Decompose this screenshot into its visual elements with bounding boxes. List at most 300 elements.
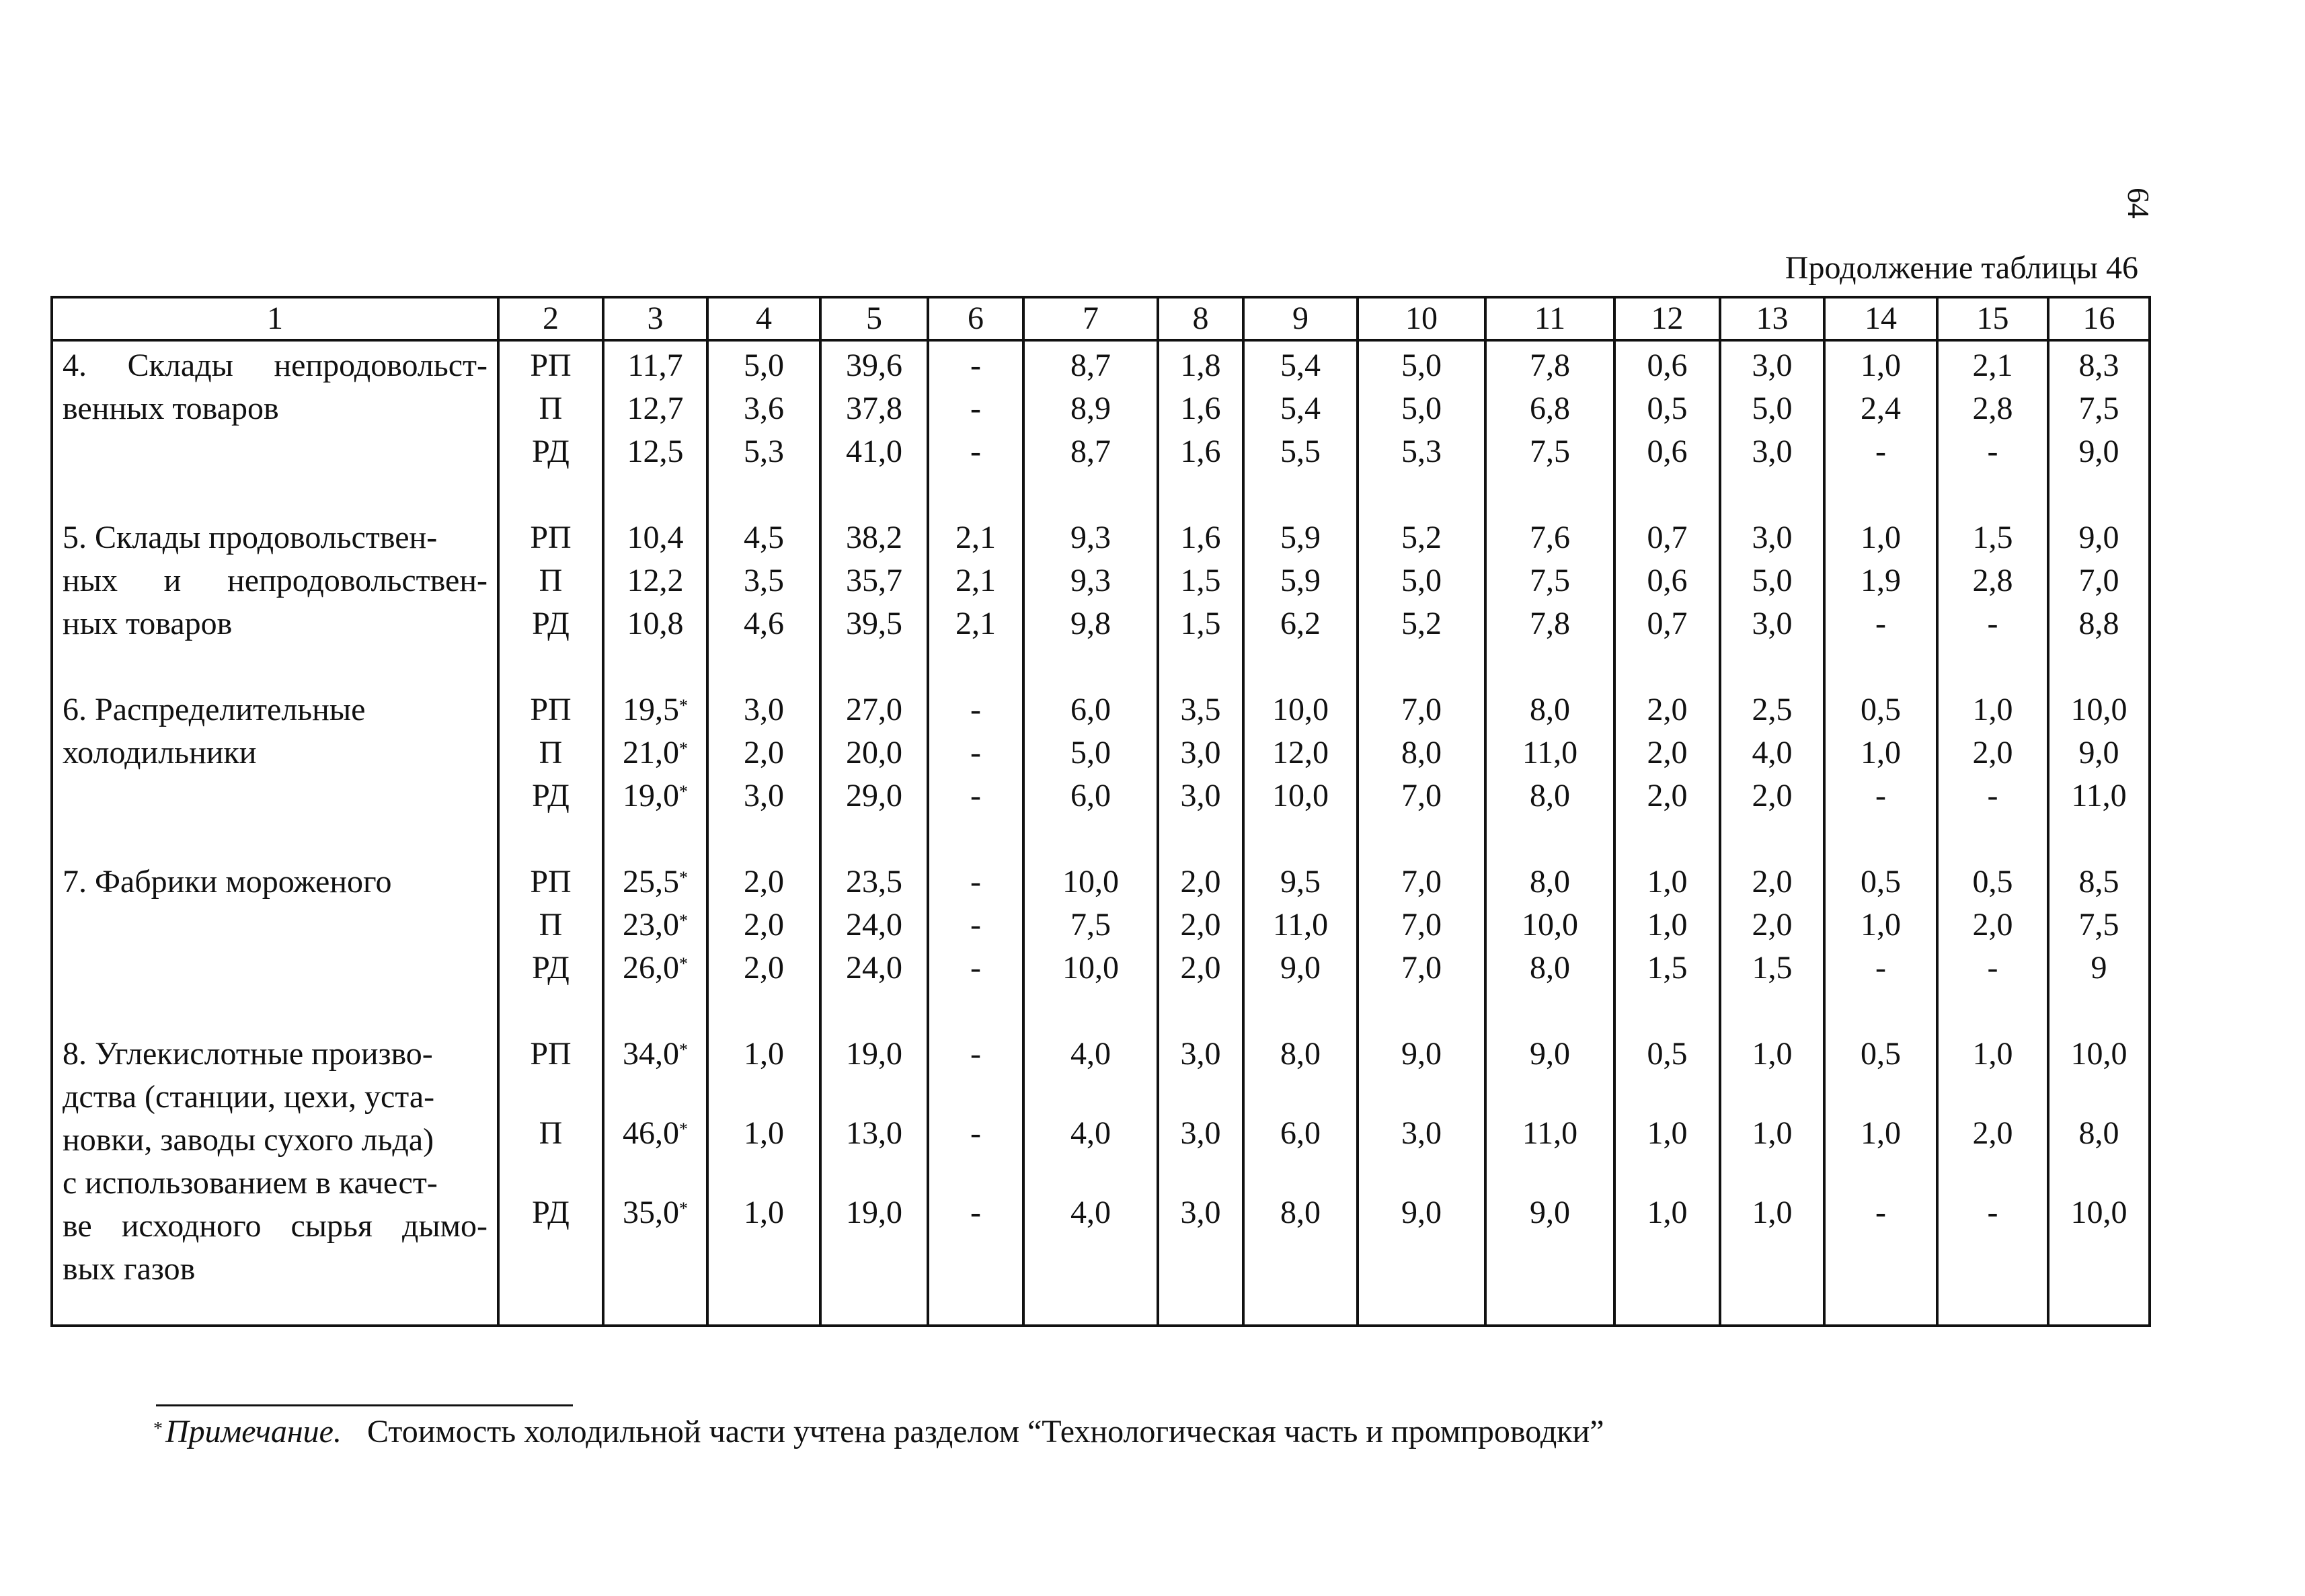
cell-value bbox=[929, 688, 1022, 731]
cell-text: П bbox=[539, 391, 563, 426]
cell-text: 0,6 bbox=[1647, 348, 1688, 383]
cell-text: 23,5 bbox=[846, 864, 902, 900]
group-name-line: 4. Склады непродовольст- bbox=[63, 348, 487, 383]
cell-text: 10,0 bbox=[1522, 907, 1578, 943]
cell-value bbox=[2049, 1191, 2148, 1271]
cell-value bbox=[1826, 516, 1936, 559]
cell-value bbox=[1025, 387, 1157, 430]
cell-text: 9,0 bbox=[2078, 434, 2119, 469]
cell-text: 3,0 bbox=[1752, 606, 1793, 641]
cell-value bbox=[2049, 774, 2148, 817]
value-cell-13 bbox=[1720, 340, 1824, 514]
cell-value bbox=[1159, 1033, 1242, 1112]
cell-text: 8,0 bbox=[1530, 692, 1570, 727]
footnote-text: Стоимость холодильной части учтена разделом “Технологическая часть и промпроводки” bbox=[366, 1414, 1604, 1449]
cell-value bbox=[2049, 731, 2148, 774]
doc-type-cell bbox=[498, 340, 603, 514]
cell-text: - bbox=[970, 864, 981, 900]
cell-text: 23,0 bbox=[623, 907, 679, 943]
cell-text: 1,0 bbox=[1752, 1036, 1793, 1072]
cell-value bbox=[1025, 344, 1157, 387]
cell-text: 2,1 bbox=[955, 606, 996, 641]
cell-value bbox=[822, 1112, 927, 1191]
group-name-line: ве исходного сырья дымо- bbox=[63, 1208, 487, 1244]
cell-value bbox=[1359, 688, 1484, 731]
cell-text: 7,6 bbox=[1530, 520, 1570, 555]
cell-text: - bbox=[970, 735, 981, 770]
cell-value bbox=[1245, 559, 1356, 602]
cell-text: РП bbox=[530, 1036, 572, 1072]
cell-text: 38,2 bbox=[846, 520, 902, 555]
cell-value bbox=[1245, 387, 1356, 430]
cell-value bbox=[2049, 904, 2148, 947]
cell-text: 41,0 bbox=[846, 434, 902, 469]
cell-value bbox=[1025, 731, 1157, 774]
page-number: 64 bbox=[2121, 188, 2156, 218]
cell-value bbox=[1826, 947, 1936, 990]
value-cell-12 bbox=[1614, 514, 1720, 686]
doc-type bbox=[500, 688, 602, 731]
cell-text: 1,0 bbox=[1861, 735, 1901, 770]
footnote-marker: * bbox=[679, 954, 688, 973]
cell-text: 35,0 bbox=[623, 1195, 679, 1230]
footnote-marker: * bbox=[679, 739, 688, 758]
value-cell-3 bbox=[603, 1030, 707, 1326]
cell-text: 1,5 bbox=[1180, 606, 1221, 641]
table-row-group bbox=[52, 686, 2150, 858]
cell-text: 7,0 bbox=[1401, 864, 1442, 900]
doc-type bbox=[500, 344, 602, 387]
cell-text: 6,2 bbox=[1280, 606, 1321, 641]
cell-text: 0,6 bbox=[1647, 563, 1688, 598]
header-cell: 12 bbox=[1614, 297, 1720, 340]
cell-value bbox=[1025, 688, 1157, 731]
cell-text: 11,7 bbox=[627, 348, 683, 383]
value-cell-5 bbox=[820, 340, 928, 514]
cell-value bbox=[709, 344, 819, 387]
cell-value bbox=[822, 516, 927, 559]
cell-text: 8,7 bbox=[1070, 434, 1111, 469]
header-cell: 14 bbox=[1824, 297, 1937, 340]
group-name-cell bbox=[52, 686, 498, 858]
cell-value bbox=[709, 731, 819, 774]
value-cell-8 bbox=[1158, 340, 1243, 514]
cell-text: 1,0 bbox=[744, 1115, 784, 1151]
value-cell-7 bbox=[1023, 514, 1158, 686]
value-cell-15 bbox=[1937, 858, 2048, 1030]
cell-text: 12,0 bbox=[1272, 735, 1329, 770]
cell-value bbox=[1616, 516, 1719, 559]
value-cell-4 bbox=[707, 1030, 820, 1326]
cell-text: РД bbox=[532, 434, 570, 469]
cell-value bbox=[709, 904, 819, 947]
cell-value bbox=[1826, 904, 1936, 947]
cell-text: П bbox=[539, 735, 563, 770]
cell-value bbox=[1245, 1112, 1356, 1191]
value-cell-9 bbox=[1243, 686, 1358, 858]
cell-text: 39,6 bbox=[846, 348, 902, 383]
cell-text: 1,0 bbox=[1861, 520, 1901, 555]
value-cell-12 bbox=[1614, 858, 1720, 1030]
cell-text: 7,0 bbox=[2078, 563, 2119, 598]
cell-value bbox=[604, 430, 706, 473]
cell-text: - bbox=[970, 391, 981, 426]
footnote-label: Примечание. bbox=[165, 1414, 342, 1449]
cell-value bbox=[2049, 1112, 2148, 1191]
value-cell-5 bbox=[820, 514, 928, 686]
cell-text: 1,0 bbox=[1647, 864, 1688, 900]
cell-text: 2,0 bbox=[1752, 864, 1793, 900]
cell-text: 2,0 bbox=[744, 864, 784, 900]
cell-value bbox=[1359, 1112, 1484, 1191]
cell-text: 12,5 bbox=[627, 434, 684, 469]
cell-text: 2,0 bbox=[1647, 735, 1688, 770]
cell-value bbox=[1721, 904, 1823, 947]
cell-value bbox=[1939, 774, 2047, 817]
cell-text: 2,0 bbox=[744, 735, 784, 770]
cell-text: 2,0 bbox=[1752, 778, 1793, 813]
cell-value bbox=[929, 387, 1022, 430]
cell-text: 10,0 bbox=[2070, 1036, 2127, 1072]
value-cell-4 bbox=[707, 686, 820, 858]
cell-value bbox=[929, 861, 1022, 904]
cell-text: 12,2 bbox=[627, 563, 684, 598]
cell-value bbox=[604, 559, 706, 602]
doc-type bbox=[500, 947, 602, 990]
value-cell-14 bbox=[1824, 1030, 1937, 1326]
cell-value bbox=[1487, 344, 1613, 387]
cell-text: 2,8 bbox=[1972, 563, 2013, 598]
value-cell-5 bbox=[820, 1030, 928, 1326]
cell-value bbox=[929, 516, 1022, 559]
cell-text: 5,5 bbox=[1280, 434, 1321, 469]
cell-value bbox=[2049, 430, 2148, 473]
cell-text: 1,0 bbox=[1972, 1036, 2013, 1072]
value-cell-7 bbox=[1023, 1030, 1158, 1326]
group-name-line: дства (станции, цехи, уста- bbox=[63, 1079, 435, 1115]
doc-type bbox=[500, 602, 602, 645]
cell-value bbox=[1245, 731, 1356, 774]
value-cell-8 bbox=[1158, 1030, 1243, 1326]
cell-value bbox=[709, 1112, 819, 1191]
cell-text: 24,0 bbox=[846, 907, 902, 943]
value-cell-8 bbox=[1158, 514, 1243, 686]
cell-value bbox=[1616, 559, 1719, 602]
cell-text: 4,6 bbox=[744, 606, 784, 641]
cell-value bbox=[1245, 430, 1356, 473]
cell-text: 5,9 bbox=[1280, 563, 1321, 598]
cell-text: 1,8 bbox=[1180, 348, 1221, 383]
cell-text: 1,0 bbox=[744, 1195, 784, 1230]
cell-text: - bbox=[970, 778, 981, 813]
cell-value bbox=[604, 688, 706, 731]
cell-text: 3,0 bbox=[1401, 1115, 1442, 1151]
cell-value bbox=[929, 774, 1022, 817]
cell-text: 10,0 bbox=[1062, 864, 1119, 900]
cell-value bbox=[1359, 430, 1484, 473]
cell-value bbox=[822, 387, 927, 430]
value-cell-9 bbox=[1243, 1030, 1358, 1326]
cell-value bbox=[1826, 1112, 1936, 1191]
header-cell: 8 bbox=[1158, 297, 1243, 340]
cell-value bbox=[2049, 602, 2148, 645]
value-cell-16 bbox=[2048, 514, 2150, 686]
header-cell: 13 bbox=[1720, 297, 1824, 340]
cell-value bbox=[1025, 602, 1157, 645]
cell-value bbox=[1721, 861, 1823, 904]
group-name-line: с использованием в качест- bbox=[63, 1165, 438, 1201]
cell-value bbox=[709, 1191, 819, 1271]
header-row bbox=[52, 297, 2150, 340]
cell-text: 0,5 bbox=[1647, 391, 1688, 426]
cell-value bbox=[1826, 1033, 1936, 1112]
group-name-line: 7. Фабрики мороженого bbox=[63, 864, 392, 900]
cell-value bbox=[1939, 861, 2047, 904]
cell-value bbox=[1721, 688, 1823, 731]
cell-text: - bbox=[1987, 434, 1998, 469]
cell-value bbox=[1939, 387, 2047, 430]
cell-value bbox=[1359, 861, 1484, 904]
cell-value bbox=[709, 861, 819, 904]
cell-text: 10,8 bbox=[627, 606, 684, 641]
cell-text: РД bbox=[532, 606, 570, 641]
cell-text: 2,0 bbox=[1647, 778, 1688, 813]
value-cell-12 bbox=[1614, 340, 1720, 514]
cell-text: - bbox=[970, 907, 981, 943]
cell-value bbox=[1359, 344, 1484, 387]
cell-text: 1,6 bbox=[1180, 434, 1221, 469]
group-name-line: холодильники bbox=[63, 735, 257, 770]
cell-value bbox=[604, 1033, 706, 1112]
cell-text: 7,5 bbox=[2078, 907, 2119, 943]
doc-type bbox=[500, 1191, 602, 1271]
cell-text: 0,6 bbox=[1647, 434, 1688, 469]
value-cell-8 bbox=[1158, 858, 1243, 1030]
cell-text: 6,8 bbox=[1530, 391, 1570, 426]
cell-text: П bbox=[539, 563, 563, 598]
value-cell-8 bbox=[1158, 686, 1243, 858]
value-cell-7 bbox=[1023, 340, 1158, 514]
cell-value bbox=[1826, 774, 1936, 817]
cell-value bbox=[1826, 861, 1936, 904]
cell-value bbox=[604, 1112, 706, 1191]
cell-text: 7,0 bbox=[1401, 778, 1442, 813]
cell-text: 12,7 bbox=[627, 391, 684, 426]
cell-value bbox=[1939, 1191, 2047, 1271]
cell-text: 5,4 bbox=[1280, 391, 1321, 426]
cell-text: - bbox=[970, 348, 981, 383]
cell-value bbox=[929, 1112, 1022, 1191]
cell-value bbox=[1616, 947, 1719, 990]
value-cell-3 bbox=[603, 514, 707, 686]
cell-value bbox=[1487, 602, 1613, 645]
cell-value bbox=[822, 774, 927, 817]
footnote-marker: * bbox=[679, 911, 688, 930]
cell-value bbox=[1025, 559, 1157, 602]
value-cell-15 bbox=[1937, 340, 2048, 514]
cell-value bbox=[1245, 947, 1356, 990]
cell-value bbox=[1159, 516, 1242, 559]
cell-value bbox=[1826, 1191, 1936, 1271]
cell-value bbox=[1245, 904, 1356, 947]
cell-text: 3,0 bbox=[1180, 735, 1221, 770]
cell-text: 11,0 bbox=[1272, 907, 1329, 943]
value-cell-3 bbox=[603, 858, 707, 1030]
cell-text: 37,8 bbox=[846, 391, 902, 426]
cell-text: 1,5 bbox=[1752, 950, 1793, 986]
group-name-line: ных и непродовольствен- bbox=[63, 563, 487, 598]
cell-text: 29,0 bbox=[846, 778, 902, 813]
cell-value bbox=[604, 344, 706, 387]
cell-value bbox=[709, 516, 819, 559]
cell-text: 19,5 bbox=[623, 692, 679, 727]
value-cell-9 bbox=[1243, 858, 1358, 1030]
cell-text: - bbox=[970, 1036, 981, 1072]
cell-value bbox=[1359, 774, 1484, 817]
header-cell: 9 bbox=[1243, 297, 1358, 340]
value-cell-14 bbox=[1824, 858, 1937, 1030]
footnote bbox=[153, 1410, 1604, 1453]
cell-value bbox=[2049, 344, 2148, 387]
cell-text: 7,5 bbox=[1070, 907, 1111, 943]
cell-value bbox=[1245, 1191, 1356, 1271]
cell-value bbox=[929, 602, 1022, 645]
cell-value bbox=[1939, 430, 2047, 473]
cell-text: 9,0 bbox=[2078, 520, 2119, 555]
cell-text: 1,0 bbox=[1861, 348, 1901, 383]
cell-value bbox=[1616, 344, 1719, 387]
cell-text: - bbox=[970, 692, 981, 727]
value-cell-9 bbox=[1243, 340, 1358, 514]
group-name-line: новки, заводы сухого льда) bbox=[63, 1122, 434, 1158]
doc-type bbox=[500, 731, 602, 774]
cell-text: 5,3 bbox=[1401, 434, 1442, 469]
value-cell-15 bbox=[1937, 686, 2048, 858]
cell-value bbox=[2049, 947, 2148, 990]
cell-text: - bbox=[1875, 1195, 1886, 1230]
value-cell-10 bbox=[1358, 1030, 1485, 1326]
cell-value bbox=[1616, 904, 1719, 947]
cell-text: 5,0 bbox=[1752, 563, 1793, 598]
value-cell-14 bbox=[1824, 340, 1937, 514]
cell-text: 3,0 bbox=[744, 692, 784, 727]
cell-text: 0,5 bbox=[1861, 692, 1901, 727]
cell-text: 9,0 bbox=[1530, 1036, 1570, 1072]
cell-value bbox=[1359, 947, 1484, 990]
footnote-marker: * bbox=[679, 1119, 688, 1139]
value-cell-11 bbox=[1485, 686, 1614, 858]
cell-text: 2,0 bbox=[1972, 907, 2013, 943]
cell-value bbox=[709, 1033, 819, 1112]
cell-text: 3,0 bbox=[1180, 1195, 1221, 1230]
cell-text: 5,0 bbox=[1401, 391, 1442, 426]
cell-value bbox=[1616, 387, 1719, 430]
cell-text: 5,3 bbox=[744, 434, 784, 469]
cell-text: 2,0 bbox=[1752, 907, 1793, 943]
cell-text: 2,5 bbox=[1752, 692, 1793, 727]
value-cell-6 bbox=[928, 1030, 1023, 1326]
doc-type bbox=[500, 774, 602, 817]
cell-text: 2,0 bbox=[1180, 864, 1221, 900]
cell-text: 21,0 bbox=[623, 735, 679, 770]
table-row-group bbox=[52, 1030, 2150, 1326]
value-cell-15 bbox=[1937, 1030, 2048, 1326]
cell-text: 0,5 bbox=[1972, 864, 2013, 900]
cell-text: 2,0 bbox=[744, 907, 784, 943]
cell-text: 8,8 bbox=[2078, 606, 2119, 641]
cell-text: 1,5 bbox=[1647, 950, 1688, 986]
value-cell-11 bbox=[1485, 340, 1614, 514]
cell-value bbox=[1826, 731, 1936, 774]
cell-text: 19,0 bbox=[623, 778, 679, 813]
cell-value bbox=[1487, 904, 1613, 947]
footnote-mark: * bbox=[153, 1419, 163, 1439]
cell-value bbox=[1159, 774, 1242, 817]
cell-value bbox=[1939, 731, 2047, 774]
cell-value bbox=[1939, 1112, 2047, 1191]
cell-value bbox=[1025, 774, 1157, 817]
cell-text: 8,9 bbox=[1070, 391, 1111, 426]
cell-text: 4,0 bbox=[1752, 735, 1793, 770]
cell-value bbox=[1939, 559, 2047, 602]
value-cell-16 bbox=[2048, 1030, 2150, 1326]
cell-text: 8,5 bbox=[2078, 864, 2119, 900]
cell-value bbox=[1025, 1191, 1157, 1271]
header-cell: 6 bbox=[928, 297, 1023, 340]
cell-text: 10,4 bbox=[627, 520, 684, 555]
cell-value bbox=[1245, 602, 1356, 645]
cell-text: 7,0 bbox=[1401, 950, 1442, 986]
cell-text: 2,0 bbox=[1972, 735, 2013, 770]
cell-value bbox=[1616, 1112, 1719, 1191]
cell-text: 24,0 bbox=[846, 950, 902, 986]
doc-type-cell bbox=[498, 1030, 603, 1326]
cell-value bbox=[1487, 387, 1613, 430]
cell-value bbox=[1616, 731, 1719, 774]
cell-value bbox=[604, 904, 706, 947]
cell-text: 8,7 bbox=[1070, 348, 1111, 383]
cell-text: 2,0 bbox=[744, 950, 784, 986]
cell-value bbox=[822, 688, 927, 731]
cell-text: - bbox=[1987, 1195, 1998, 1230]
cell-text: 3,0 bbox=[1180, 778, 1221, 813]
cell-value bbox=[1025, 904, 1157, 947]
cell-text: 19,0 bbox=[846, 1036, 902, 1072]
cell-text: 3,0 bbox=[1180, 1036, 1221, 1072]
cell-text: 13,0 bbox=[846, 1115, 902, 1151]
cell-text: 7,0 bbox=[1401, 907, 1442, 943]
cell-value bbox=[2049, 861, 2148, 904]
cell-value bbox=[604, 861, 706, 904]
table-row-group bbox=[52, 514, 2150, 686]
group-name-line: ных товаров bbox=[63, 606, 233, 641]
cell-text: 8,0 bbox=[1530, 864, 1570, 900]
value-cell-9 bbox=[1243, 514, 1358, 686]
cell-value bbox=[1159, 387, 1242, 430]
header-cell: 11 bbox=[1485, 297, 1614, 340]
cell-value bbox=[1721, 602, 1823, 645]
group-name-line: 6. Распределительные bbox=[63, 692, 366, 727]
cell-text: 3,0 bbox=[1752, 520, 1793, 555]
cell-text: 9,0 bbox=[1401, 1036, 1442, 1072]
cell-text: 7,8 bbox=[1530, 606, 1570, 641]
cell-value bbox=[709, 559, 819, 602]
cell-value bbox=[1025, 430, 1157, 473]
cell-text: 1,5 bbox=[1180, 563, 1221, 598]
cell-text: 1,0 bbox=[744, 1036, 784, 1072]
cell-text: 19,0 bbox=[846, 1195, 902, 1230]
cell-text: 5,0 bbox=[1401, 563, 1442, 598]
